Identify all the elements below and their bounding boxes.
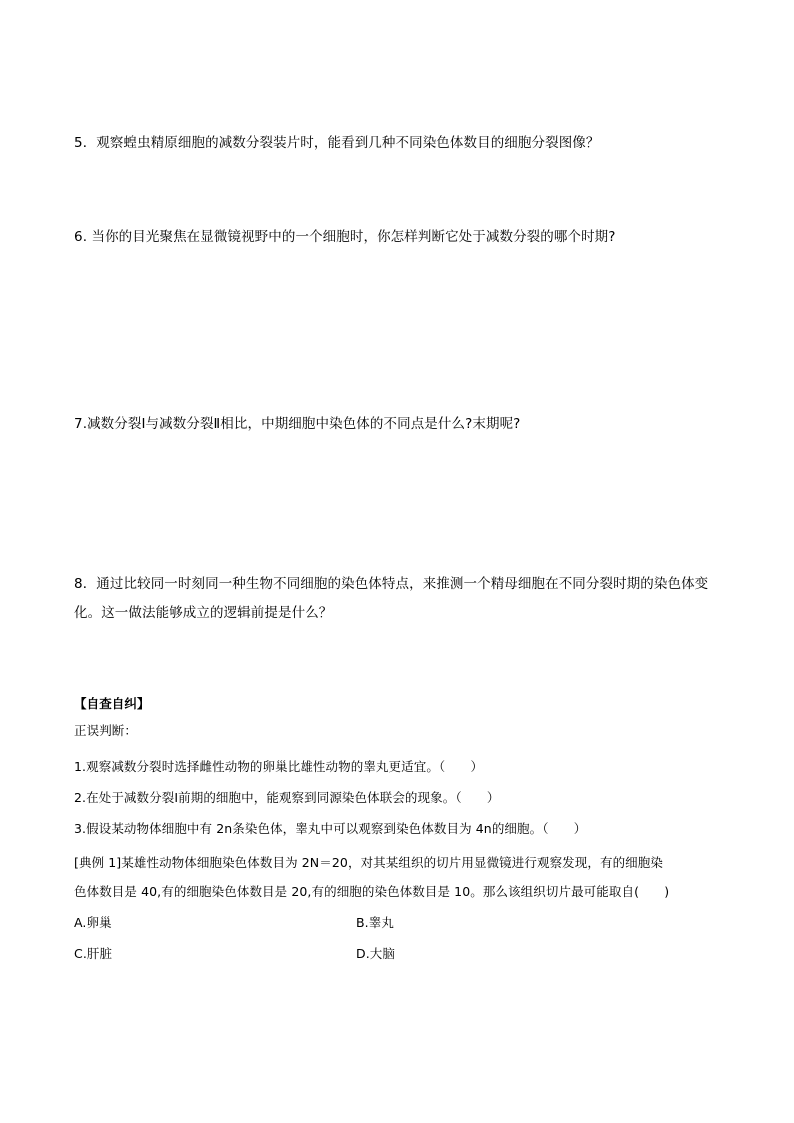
self-check-subheading: 正误判断： — [74, 723, 138, 738]
question-7: 7.减数分裂Ⅰ与减数分裂Ⅱ相比，中期细胞中染色体的不同点是什么?末期呢? — [74, 416, 521, 432]
question-8-line-1: 8．通过比较同一时刻同一种生物不同细胞的染色体特点，来推测一个精母细胞在不同分裂时期的染色体变 — [74, 576, 709, 592]
judgment-item-1: 1.观察减数分裂时选择雌性动物的卵巢比雄性动物的睾丸更适宜。（ ） — [74, 759, 484, 774]
question-8-line-2: 化。这一做法能够成立的逻辑前提是什么？ — [74, 605, 333, 621]
option-c: C.肝脏 — [74, 946, 113, 961]
question-5: 5．观察蝗虫精原细胞的减数分裂装片时，能看到几种不同染色体数目的细胞分裂图像？ — [74, 135, 600, 151]
option-a: A.卵巢 — [74, 915, 112, 930]
example-line-2: 色体数目是 40,有的细胞染色体数目是 20,有的细胞的染色体数目是 10。那么该组织切片最可能取自( ) — [74, 884, 670, 899]
question-6: 6. 当你的目光聚焦在显微镜视野中的一个细胞时，你怎样判断它处于减数分裂的哪个时期? — [74, 229, 616, 245]
self-check-heading: 【自查自纠】 — [74, 696, 150, 711]
judgment-item-2: 2.在处于减数分裂Ⅰ前期的细胞中，能观察到同源染色体联会的现象。（ ） — [74, 790, 500, 805]
judgment-item-3: 3.假设某动物体细胞中有 2n条染色体，睾丸中可以观察到染色体数目为 4n的细胞。（ ） — [74, 821, 587, 836]
example-line-1: [典例 1]某雄性动物体细胞染色体数目为 2N＝20，对其某组织的切片用显微镜进行观察发现，有的细胞染 — [74, 855, 663, 870]
option-d: D.大脑 — [356, 946, 395, 961]
option-b: B.睾丸 — [356, 915, 394, 930]
